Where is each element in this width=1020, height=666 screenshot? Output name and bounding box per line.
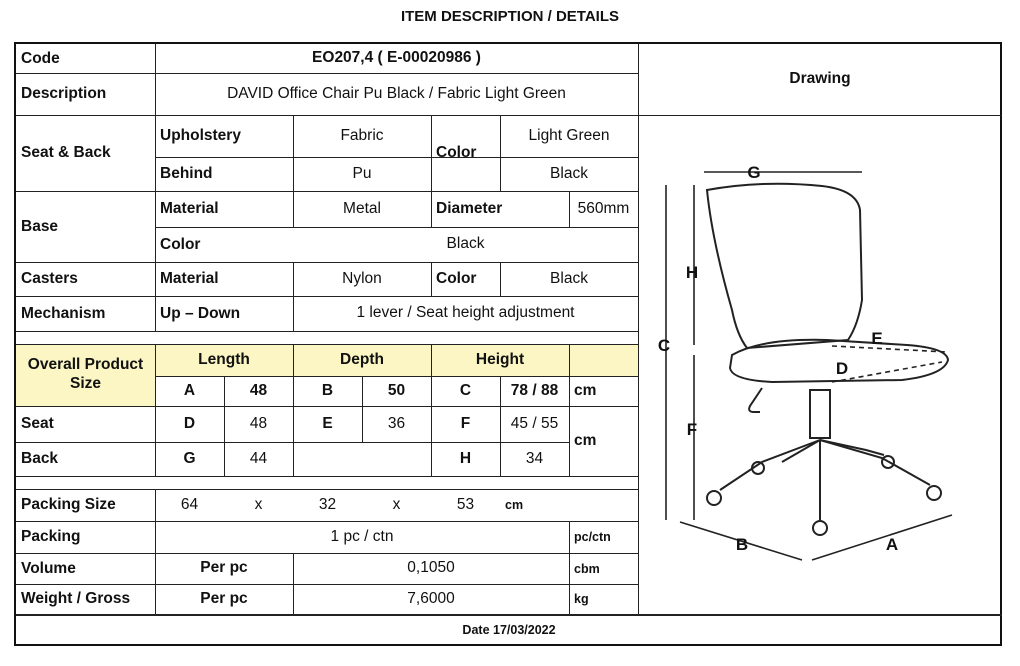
- description-label: Description: [21, 85, 107, 102]
- dim-h-value: 34: [525, 449, 544, 467]
- base-material-label: Material: [160, 200, 219, 217]
- seat-color-label: Color: [436, 144, 477, 161]
- dim-e-letter: E: [322, 414, 333, 432]
- label-c: C: [657, 336, 671, 355]
- mechanism-type: Up – Down: [160, 304, 241, 322]
- volume-per: Per pc: [200, 559, 248, 577]
- casters-material-value: Nylon: [342, 269, 382, 287]
- label-d: D: [835, 359, 849, 378]
- packing-size-unit: cm: [505, 498, 524, 512]
- seat-back-unit: cm: [574, 432, 597, 449]
- caster-3: [813, 521, 827, 535]
- page-title: ITEM DESCRIPTION / DETAILS: [400, 8, 620, 25]
- packing-x2: x: [392, 495, 401, 513]
- dim-a-letter: A: [183, 381, 196, 399]
- label-a: A: [885, 535, 899, 554]
- chair-drawing: [652, 150, 962, 580]
- volume-unit: cbm: [574, 561, 600, 576]
- behind-value: Pu: [352, 164, 372, 182]
- label-e: E: [871, 329, 883, 348]
- label-f: F: [686, 420, 698, 439]
- description-value: DAVID Office Chair Pu Black / Fabric Light Green: [227, 84, 566, 102]
- label-b: B: [735, 535, 749, 554]
- lever-shape: [749, 388, 762, 412]
- backrest-shape: [707, 184, 862, 348]
- drawing-label: Drawing: [789, 69, 851, 87]
- back-size-label: Back: [21, 450, 59, 467]
- overall-unit: cm: [574, 382, 597, 399]
- dim-f-letter: F: [460, 414, 471, 432]
- dim-b-value: 50: [387, 381, 406, 399]
- upholstery-label: Upholstery: [160, 127, 241, 144]
- weight-label: Weight / Gross: [21, 590, 131, 607]
- base-leg-4: [782, 440, 820, 462]
- base-label: Base: [21, 217, 59, 235]
- code-value: EO207,4 ( E-00020986 ): [312, 49, 481, 67]
- weight-value: 7,6000: [407, 589, 455, 607]
- gas-lift-shape: [810, 390, 830, 438]
- behind-color-value: Black: [550, 164, 588, 182]
- mechanism-value: 1 lever / Seat height adjustment: [356, 304, 575, 322]
- weight-unit: kg: [574, 592, 589, 606]
- packing-x1: x: [254, 495, 263, 513]
- dim-c-letter: C: [459, 381, 472, 399]
- base-leg-2: [820, 440, 930, 485]
- dim-f-value: 45 / 55: [510, 414, 559, 432]
- dim-e-value: 36: [387, 414, 406, 432]
- dim-c-value: 78 / 88: [510, 381, 559, 399]
- label-h: H: [685, 263, 699, 282]
- date-footer: Date 17/03/2022: [462, 622, 556, 637]
- seat-size-label: Seat: [21, 415, 54, 432]
- seat-back-label: Seat & Back: [21, 144, 111, 161]
- volume-value: 0,1050: [407, 559, 455, 577]
- casters-material-label: Material: [160, 270, 219, 287]
- casters-label: Casters: [21, 270, 78, 287]
- dim-h-letter: H: [459, 449, 472, 467]
- dim-g-letter: G: [183, 449, 196, 467]
- packing-value: 1 pc / ctn: [330, 527, 394, 545]
- caster-2: [927, 486, 941, 500]
- height-header: Height: [475, 350, 525, 368]
- upholstery-color-value: Light Green: [528, 126, 610, 144]
- weight-per: Per pc: [200, 589, 248, 607]
- caster-1: [707, 491, 721, 505]
- packing-length: 64: [180, 495, 199, 513]
- dim-g-value: 44: [249, 449, 268, 467]
- packing-unit: pc/ctn: [574, 530, 611, 544]
- upholstery-value: Fabric: [340, 126, 384, 144]
- base-leg-5: [820, 440, 884, 455]
- volume-label: Volume: [21, 559, 76, 577]
- packing-height: 53: [456, 495, 475, 513]
- overall-size-label: Overall Product Size: [27, 356, 144, 392]
- casters-color-value: Black: [550, 269, 588, 287]
- label-g: G: [747, 163, 761, 182]
- diameter-value: 560mm: [577, 199, 630, 217]
- length-header: Length: [198, 350, 250, 368]
- base-color-value: Black: [446, 235, 485, 253]
- packing-size-label: Packing Size: [21, 496, 116, 513]
- casters-color-label: Color: [436, 270, 477, 287]
- base-leg-1: [720, 440, 820, 490]
- behind-label: Behind: [160, 165, 213, 182]
- base-material-value: Metal: [343, 199, 381, 217]
- diameter-label: Diameter: [436, 200, 503, 217]
- dim-line-a: [812, 515, 952, 560]
- code-label: Code: [21, 49, 60, 67]
- dim-d-value: 48: [249, 414, 268, 432]
- base-color-label: Color: [160, 235, 201, 253]
- dim-line-d: [832, 362, 942, 382]
- packing-label: Packing: [21, 528, 81, 545]
- packing-width: 32: [318, 495, 337, 513]
- dim-b-letter: B: [321, 381, 334, 399]
- dim-d-letter: D: [183, 414, 196, 432]
- depth-header: Depth: [340, 350, 384, 368]
- dim-a-value: 48: [249, 381, 268, 399]
- mechanism-label: Mechanism: [21, 304, 106, 322]
